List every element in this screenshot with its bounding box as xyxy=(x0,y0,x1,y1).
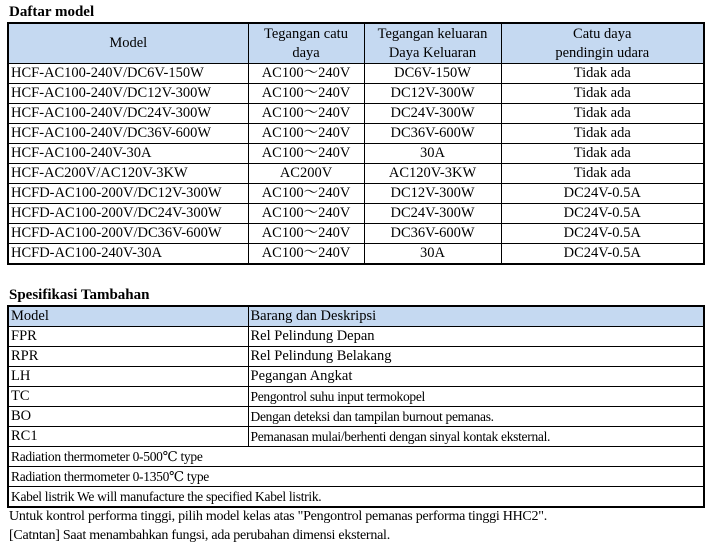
table-row xyxy=(8,244,704,265)
note-high-performance: Untuk kontrol performa tinggi, pilih model kelas atas "Pengontrol pemanas performa tinggi HHC2". xyxy=(9,509,547,524)
note-dimension-change: [Catntan] Saat menambahkan fungsi, ada perubahan dimensi eksternal. xyxy=(9,528,390,543)
cell-output: DC36V-600W xyxy=(364,224,501,244)
cell-output: DC24V-300W xyxy=(364,204,501,224)
cell-model: HCF-AC100-240V/DC24V-300W xyxy=(8,104,248,124)
cell-cooling: DC24V-0.5A xyxy=(501,204,704,224)
cell-supply: AC100～240V xyxy=(248,204,364,224)
cell-supply: AC100～240V xyxy=(248,184,364,204)
cell-cooling: Tidak ada xyxy=(501,164,704,184)
cell-option-code: RPR xyxy=(8,347,248,367)
cell-supply: AC200V xyxy=(248,164,364,184)
cell-option-code: TC xyxy=(8,387,248,407)
table-row xyxy=(8,224,704,244)
table-row xyxy=(8,164,704,184)
cell-model: HCFD-AC100-200V/DC36V-600W xyxy=(8,224,248,244)
header-option-description: Barang dan Deskripsi xyxy=(248,306,704,327)
table-row xyxy=(8,367,704,387)
table-row xyxy=(8,387,704,407)
header-option-model: Model xyxy=(8,306,248,327)
header-supply-voltage: Tegangan catu daya xyxy=(248,23,364,64)
cell-output: 30A xyxy=(364,244,501,265)
table-row xyxy=(8,427,704,447)
cell-supply: AC100～240V xyxy=(248,64,364,84)
table-row xyxy=(8,144,704,164)
cell-option-code: FPR xyxy=(8,327,248,347)
header-output-voltage: Tegangan keluaran Daya Keluaran xyxy=(364,23,501,64)
header-model: Model xyxy=(8,23,248,64)
cell-cooling: Tidak ada xyxy=(501,64,704,84)
table-row xyxy=(8,407,704,427)
cell-output: DC12V-300W xyxy=(364,184,501,204)
cell-supply: AC100～240V xyxy=(248,84,364,104)
cell-cooling: Tidak ada xyxy=(501,84,704,104)
options-table xyxy=(7,305,705,508)
cell-supply: AC100～240V xyxy=(248,244,364,265)
cell-option-description: Pengontrol suhu input termokopel xyxy=(248,387,704,407)
cell-output: 30A xyxy=(364,144,501,164)
cell-option-description: Pemanasan mulai/berhenti dengan sinyal kontak eksternal. xyxy=(248,427,704,447)
cell-model: HCFD-AC100-200V/DC12V-300W xyxy=(8,184,248,204)
cell-option-code: LH xyxy=(8,367,248,387)
cell-cooling: DC24V-0.5A xyxy=(501,224,704,244)
table-row-full xyxy=(8,487,704,508)
cell-model: HCF-AC100-240V/DC6V-150W xyxy=(8,64,248,84)
cell-full-width: Radiation thermometer 0-500℃ type xyxy=(8,447,704,467)
cell-full-width: Kabel listrik We will manufacture the specified Kabel listrik. xyxy=(8,487,704,508)
cell-model: HCF-AC100-240V/DC36V-600W xyxy=(8,124,248,144)
options-header-row xyxy=(8,306,704,327)
cell-cooling: Tidak ada xyxy=(501,144,704,164)
table-row xyxy=(8,124,704,144)
cell-output: DC36V-600W xyxy=(364,124,501,144)
table-row xyxy=(8,327,704,347)
cell-option-description: Dengan deteksi dan tampilan burnout pemanas. xyxy=(248,407,704,427)
cell-supply: AC100～240V xyxy=(248,144,364,164)
cell-model: HCFD-AC100-200V/DC24V-300W xyxy=(8,204,248,224)
table-row xyxy=(8,184,704,204)
cell-output: AC120V-3KW xyxy=(364,164,501,184)
cell-output: DC24V-300W xyxy=(364,104,501,124)
cell-supply: AC100～240V xyxy=(248,224,364,244)
model-list-header-row xyxy=(8,23,704,64)
cell-model: HCF-AC100-240V/DC12V-300W xyxy=(8,84,248,104)
cell-output: DC6V-150W xyxy=(364,64,501,84)
cell-output: DC12V-300W xyxy=(364,84,501,104)
cell-supply: AC100～240V xyxy=(248,104,364,124)
cell-supply: AC100～240V xyxy=(248,124,364,144)
cell-option-description: Pegangan Angkat xyxy=(248,367,704,387)
header-cooling-supply: Catu daya pendingin udara xyxy=(501,23,704,64)
table-row-full xyxy=(8,467,704,487)
table-row xyxy=(8,104,704,124)
table-row xyxy=(8,204,704,224)
model-list-title: Daftar model xyxy=(9,4,95,20)
table-row xyxy=(8,64,704,84)
model-list-table xyxy=(7,22,705,265)
cell-cooling: DC24V-0.5A xyxy=(501,184,704,204)
cell-model: HCFD-AC100-240V-30A xyxy=(8,244,248,265)
cell-full-width: Radiation thermometer 0-1350℃ type xyxy=(8,467,704,487)
table-row xyxy=(8,347,704,367)
cell-option-code: BO xyxy=(8,407,248,427)
cell-model: HCF-AC200V/AC120V-3KW xyxy=(8,164,248,184)
table-row xyxy=(8,84,704,104)
cell-cooling: Tidak ada xyxy=(501,104,704,124)
options-title: Spesifikasi Tambahan xyxy=(9,287,150,303)
cell-cooling: DC24V-0.5A xyxy=(501,244,704,265)
cell-option-description: Rel Pelindung Belakang xyxy=(248,347,704,367)
cell-option-description: Rel Pelindung Depan xyxy=(248,327,704,347)
cell-cooling: Tidak ada xyxy=(501,124,704,144)
table-row-full xyxy=(8,447,704,467)
cell-model: HCF-AC100-240V-30A xyxy=(8,144,248,164)
cell-option-code: RC1 xyxy=(8,427,248,447)
